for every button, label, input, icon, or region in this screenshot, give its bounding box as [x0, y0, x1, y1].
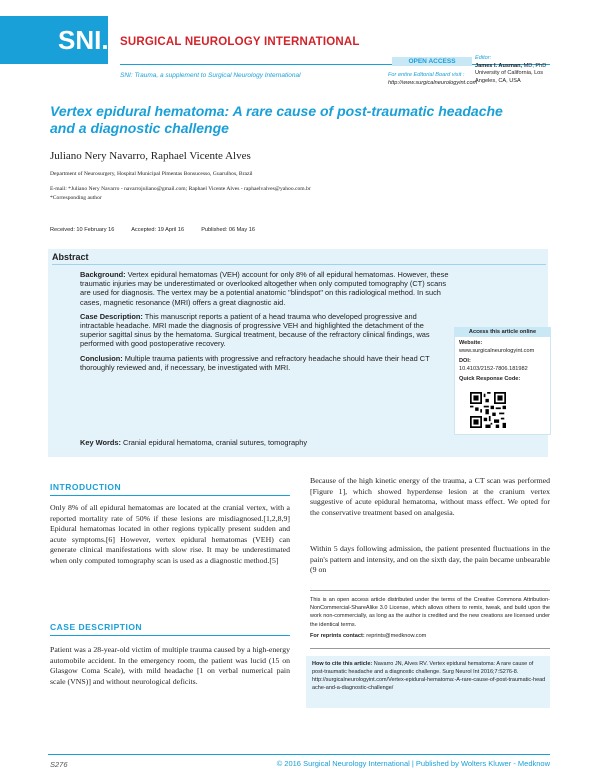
- case-text: This manuscript reports a patient of a head trauma who developed progressive and intractable headache. MRI made the diagnosis of progressive VEH and highlighted the detachment of the superior sagittal sinus by the hematoma. Surgical treatment, because of the refractory clinical findings, was performed with good postoperative recovery.: [80, 311, 430, 349]
- abstract-body: [80, 270, 452, 377]
- oa-sub-link[interactable]: http://www.surgicalneurologyint.com: [388, 79, 478, 86]
- editorial-board-note: [388, 72, 477, 87]
- license-text: This is an open access article distributed under the terms of the Creative Commons Attribution-NonCommercial-ShareAlike 3.0 License, which allows others to remix, tweak, and build upon the work non-commercially, as long as the author is credited and the new creations are licensed under the identical terms.: [310, 597, 550, 628]
- authors: Juliano Nery Navarro, Raphael Vicente Alves: [50, 150, 251, 162]
- conclusion-text: Multiple trauma patients with progressive and refractory headache should have their head CT thoroughly reviewed and, if necessary, be investigated with MRI.: [80, 353, 430, 372]
- editor-degree: MD, PhD: [522, 62, 547, 69]
- affiliations: [50, 170, 550, 203]
- introduction-divider: [50, 495, 290, 496]
- accepted-date: Accepted: 19 April 16: [131, 227, 185, 233]
- page-number: S276: [50, 760, 68, 769]
- doi-value[interactable]: 10.4103/2152-7806.181982: [459, 365, 528, 372]
- access-heading: Access this article online: [455, 327, 550, 337]
- abstract-divider: [52, 264, 546, 265]
- affiliation: Department of Neurosurgery, Hospital Municipal Pimentas Bonsucesso, Guarulhos, Brazil: [50, 171, 253, 177]
- doi-label: DOI:: [459, 358, 471, 364]
- license-divider: [310, 590, 550, 591]
- cite-url[interactable]: http://surgicalneurologyint.com/Vertex-epidural-hematoma:-A-rare-cause-of-post-traumatic-headache-and-a-diagnostic-challenge/: [312, 677, 546, 691]
- editor-label: Editor:: [475, 55, 492, 61]
- abstract-heading: Abstract: [52, 252, 89, 262]
- case-paragraph-2: Within 5 days following admission, the patient presented fluctuations in the pain's pattern and intensity, and on the sixth day, the pain became unbearable (9 on: [310, 544, 550, 574]
- journal-name: SURGICAL NEUROLOGY INTERNATIONAL: [120, 36, 360, 48]
- qr-label: Quick Response Code:: [459, 376, 521, 382]
- article-title: Vertex epidural hematoma: A rare cause of post-traumatic headache and a diagnostic challenge: [50, 103, 503, 136]
- introduction-heading: INTRODUCTION: [50, 482, 122, 492]
- introduction-text: Only 8% of all epidural hematomas are located at the cranial vertex, with a reported mortality rate of 50% if these lesions are misdiagnosed.[1,2,8,9] Epidural hematomas located in other regions typically present sudden and acute symptoms.[6] However, vertex epidural hematomas (VEH) can generate clinical manifestations with slow rise. It may be underestimated when only computed tomography scan is used as a diagnostic method.[5]: [50, 503, 290, 565]
- supplement-line: SNI: Trauma, a supplement to Surgical Neurology International: [120, 72, 301, 79]
- editor-name: James I. Ausman,: [475, 62, 523, 69]
- website-label: Website:: [459, 340, 483, 346]
- journal-logo: SNI.: [0, 16, 108, 64]
- background-label: Background:: [80, 270, 126, 279]
- article-dates: [50, 227, 255, 233]
- case-paragraph-1: Because of the high kinetic energy of the trauma, a CT scan was performed [Figure 1], which showed hyperdense lesion at the cranium vertex suggestive of acute epidural hematoma, without mass effect. We opted for the conservative treatment based on analgesia.: [310, 476, 550, 517]
- editor-affiliation-1: University of California, Los: [475, 70, 544, 76]
- case-description-divider: [50, 635, 290, 636]
- editor-affiliation-2: Angeles, CA, USA: [475, 77, 521, 84]
- cite-label: How to cite this article:: [312, 661, 373, 667]
- footer-copyright: © 2016 Surgical Neurology International | Published by Wolters Kluwer - Medknow: [276, 759, 550, 768]
- qr-code-icon: [470, 392, 506, 428]
- background-text: Vertex epidural hematomas (VEH) account for only 8% of all epidural hematomas. However, these traumatic injuries may be underestimated or overlooked altogether when only computed tomography (CT) scans are used for diagnosis. The vertex may be a potential anatomic "blindspot" on this radiological method. In such cases, magnetic resonance (MRI) offers a great diagnostic aid.: [80, 270, 449, 307]
- case-label: Case Description:: [80, 311, 143, 321]
- keywords-label: Key Words:: [80, 438, 121, 447]
- reprints-label: For reprints contact:: [310, 633, 365, 639]
- case-description-heading: CASE DESCRIPTION: [50, 622, 143, 632]
- case-description-text: Patient was a 28-year-old victim of multiple trauma caused by a high-energy automobile accident. In the emergency room, the patient was lucid (15 on Glasgow Coma Scale), with mild headache [1 on verbal numerical pain scale (VNS)] and without neurological deficits.: [50, 645, 290, 686]
- keywords-text: Cranial epidural hematoma, cranial sutures, tomography: [120, 438, 308, 447]
- received-date: Received: 10 February 16: [50, 227, 115, 233]
- cite-divider: [310, 648, 550, 649]
- reprints-contact: [310, 633, 426, 639]
- conclusion-label: Conclusion:: [80, 353, 123, 363]
- cite-text: Navarro JN, Alves RV. Vertex epidural hematoma: A rare cause of post-traumatic headache and a diagnostic challenge. Surg Neurol Int 2016;7:S276-8.: [312, 661, 534, 675]
- footer-divider: [48, 754, 550, 755]
- website-link[interactable]: www.surgicalneurologyint.com: [459, 347, 535, 354]
- corresponding-note: *Corresponding author: [50, 195, 102, 201]
- published-date: Published: 06 May 16: [201, 227, 255, 233]
- author-emails: E-mail: *Juliano Nery Navarro - navarrojuliano@gmail.com; Raphael Vicente Alves - raphaelvalves@yahoo.com.br: [50, 186, 311, 192]
- how-to-cite: [312, 660, 546, 692]
- reprints-email[interactable]: reprints@medknow.com: [364, 633, 427, 639]
- editor-info: [475, 55, 585, 85]
- oa-sub-line1: For entire Editorial Board visit :: [388, 72, 465, 78]
- access-details: [459, 340, 549, 384]
- open-access-badge: OPEN ACCESS: [392, 57, 472, 66]
- keywords: [80, 438, 307, 447]
